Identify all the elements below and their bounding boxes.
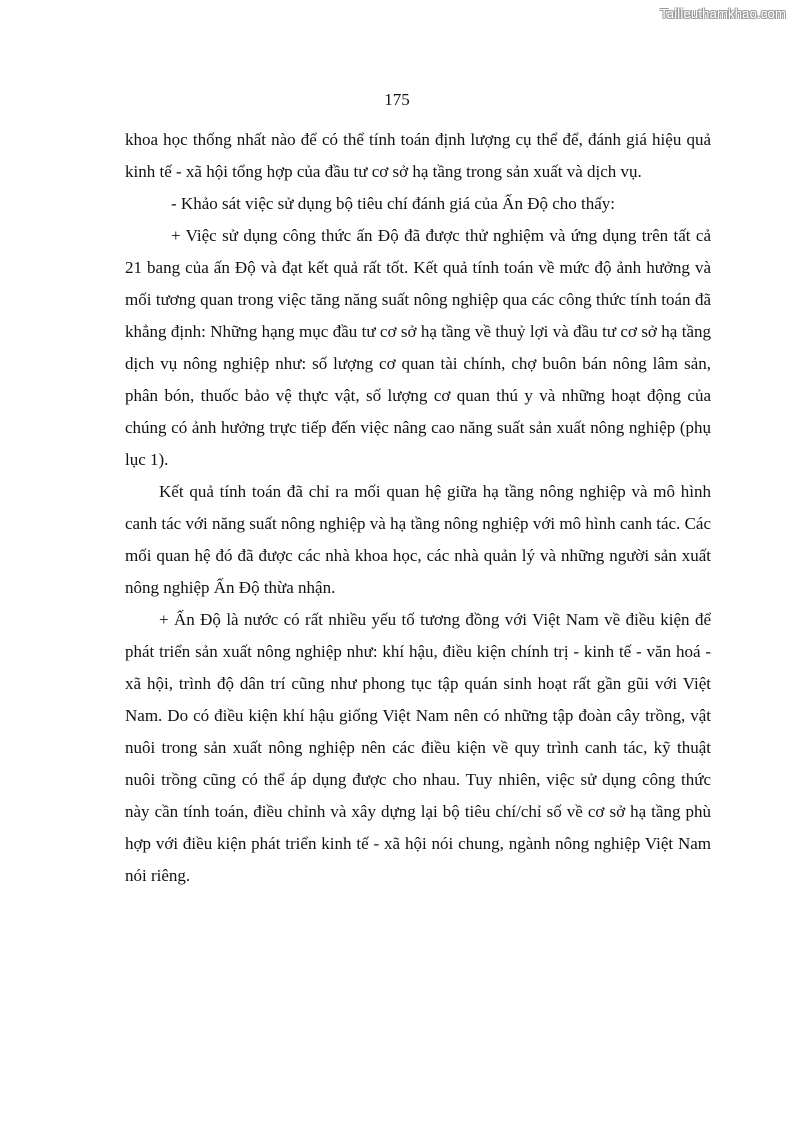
watermark: Tailieuthamkhao.com [660,6,786,21]
page-number: 175 [384,90,410,109]
paragraph: + Việc sử dụng công thức ấn Độ đã được thử nghiệm và ứng dụng trên tất cả 21 bang của ấn Độ và đạt kết quả rất tốt. Kết quả tính toán về mức độ ảnh hưởng và mối tương quan trong việc tăng năng suất nông nghiệp qua các công thức tính toán đã khẳng định: Những hạng mục đầu tư cơ sở hạ tầng về thuỷ lợi và đầu tư cơ sở hạ tầng dịch vụ nông nghiệp như: số lượng cơ quan tài chính, chợ buôn bán nông lâm sản, phân bón, thuốc bảo vệ thực vật, số lượng cơ quan thú y và những hoạt động của chúng có ảnh hưởng trực tiếp đến việc nâng cao năng suất sản xuất nông nghiệp (phụ lục 1). [125,226,711,469]
paragraph: Kết quả tính toán đã chỉ ra mối quan hệ giữa hạ tầng nông nghiệp và mô hình canh tác với năng suất nông nghiệp và hạ tầng nông nghiệp với mô hình canh tác. Các mối quan hệ đó đã được các nhà khoa học, các nhà quản lý và những người sản xuất nông nghiệp Ấn Độ thừa nhận. [125,482,711,597]
paragraph: - Khảo sát việc sử dụng bộ tiêu chí đánh giá của Ấn Độ cho thấy: [171,194,616,213]
paragraph: khoa học thống nhất nào để có thể tính toán định lượng cụ thể để, đánh giá hiệu quả kinh tế - xã hội tổng hợp của đầu tư cơ sở hạ tầng trong sản xuất và dịch vụ. [125,130,711,181]
paragraph: + Ấn Độ là nước có rất nhiều yếu tố tương đồng với Việt Nam về điều kiện để phát triển sản xuất nông nghiệp như: khí hậu, điều kiện chính trị - kinh tế - văn hoá - xã hội, trình độ dân trí cũng như phong tục tập quán sinh hoạt rất gần gũi với Việt Nam. Do có điều kiện khí hậu giống Việt Nam nên có những tập đoàn cây trồng, vật nuôi trong sản xuất nông nghiệp nên các điều kiện về quy trình canh tác, kỹ thuật nuôi trồng cũng có thể áp dụng được cho nhau. Tuy nhiên, việc sử dụng công thức này cần tính toán, điều chỉnh và xây dựng lại bộ tiêu chí/chỉ số về cơ sở hạ tầng phù hợp với điều kiện phát triển kinh tế - xã hội nói chung, ngành nông nghiệp Việt Nam nói riêng. [125,610,711,885]
document-body [125,124,711,892]
